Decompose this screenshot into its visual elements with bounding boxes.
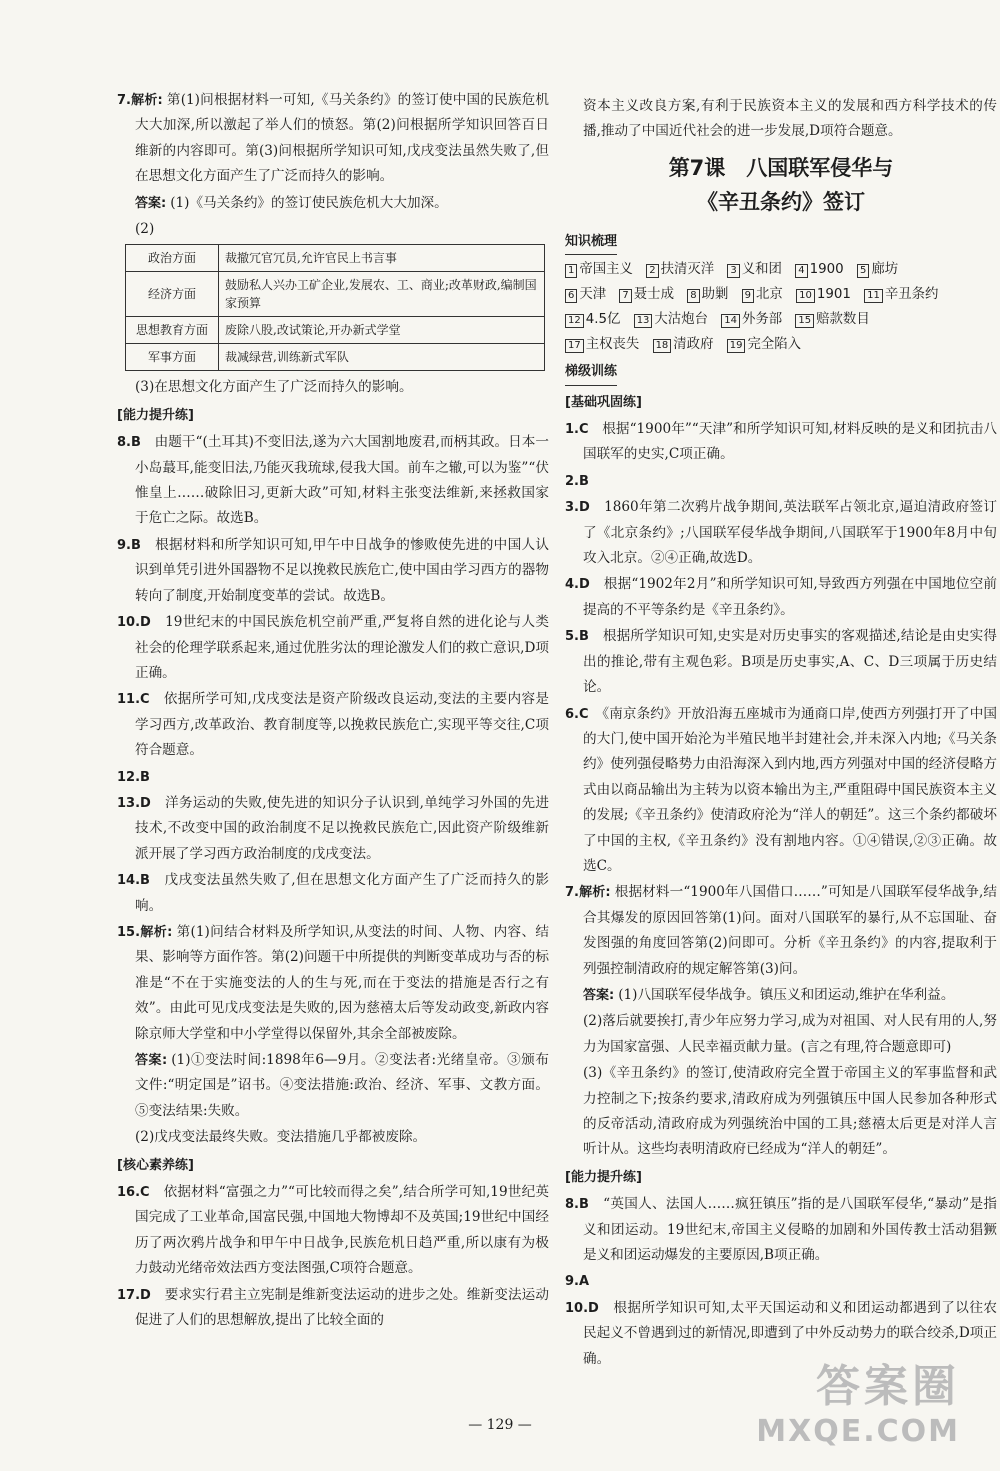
lesson-title: 第7课 八国联军侵华与 《辛丑条约》签订 (668, 155, 894, 214)
answer-7-answer-3: (3)《辛丑条约》的签订,使清政府完全置于帝国主义的军事监督和武力控制之下;按条约要求,清政府成为列强镇压中国人民参加各种形式的反帝活动,清政府成为列强统治中国的工具;慈禧太后更是对洋人言听计从。这些均表明清政府已经成为“洋人的朝廷”。 (583, 1065, 997, 1158)
question-12: 12.B (117, 769, 150, 785)
answer-7-answer-2: (2)落后就要挨打,青少年应努力学习,成为对祖国、对人民有用的人,努力为国家富强、人民幸福贡献力量。(言之有理,符合题意即可) (583, 1013, 997, 1055)
knowledge-item: 9 北京 (742, 287, 783, 302)
knowledge-item: 3 义和团 (727, 262, 782, 277)
question-7-answer-2-label: (2) (135, 221, 155, 238)
knowledge-item: 17 主权丧失 (565, 337, 639, 352)
left-column (117, 88, 549, 1334)
knowledge-grid (565, 257, 997, 357)
right-column (565, 94, 997, 1373)
knowledge-item: 15 赔款数目 (795, 312, 869, 327)
answer-10: 10.D 根据所学知识可知,太平天国运动和义和团运动都遇到了以往农民起义不曾遇到过的新情况,即遭到了中外反动势力的联合绞杀,D项正确。 (565, 1299, 998, 1367)
question-16: 16.C 依据材料“富强之力”“可比较而得之矣”,结合所学可知,19世纪英国完成了工业革命,国富民强,中国地大物博却不及英国;19世纪中国经历了两次鸦片战争和甲午中日战争,民族危机日趋严重,所以康有为极力鼓动光绪帝效法西方变法图强,C项符合题意。 (117, 1184, 549, 1277)
table-row: 军事方面 裁减绿营,训练新式军队 (126, 344, 545, 371)
question-10: 10.D 19世纪末的中国民族危机空前严重,严复将自然的进化论与人类社会的伦理学联系起来,通过优胜劣汰的理论激发人们的救亡意识,D项正确。 (117, 614, 549, 681)
page-number: — 129 — (468, 1417, 532, 1433)
question-7-analysis: 7.解析: 第(1)问根据材料一可知,《马关条约》的签订使中国的民族危机大大加深,所以激起了举人们的愤怒。第(2)问根据所学知识回答百日维新的内容即可。第(3)问根据所学知识可知,戊戌变法虽然失败了,但在思想文化方面产生了广泛而持久的影响。 (117, 92, 549, 185)
question-7-answer-3: (3)在思想文化方面产生了广泛而持久的影响。 (135, 379, 413, 396)
knowledge-item: 10 1901 (796, 287, 851, 302)
section-ladder: 梯级训练 (565, 359, 617, 385)
question-15-answer-2: (2)戊戌变法最终失败。变法措施几乎都被废除。 (135, 1129, 427, 1146)
question-13: 13.D 洋务运动的失败,使先进的知识分子认识到,单纯学习外国的先进技术,不改变中国的政治制度不足以挽救民族危亡,因此资产阶级维新派开展了学习西方政治制度的戊戌变法。 (117, 794, 549, 862)
knowledge-item: 1 帝国主义 (565, 262, 633, 277)
section-ability: [能力提升练] (117, 407, 194, 423)
table-row: 经济方面 鼓励私人兴办工矿企业,发展农、工、商业;改革财政,编制国家预算 (126, 272, 545, 317)
knowledge-item: 6 天津 (565, 287, 606, 302)
knowledge-item: 7 聂士成 (619, 287, 674, 302)
knowledge-item: 8 助剿 (687, 287, 728, 302)
answer-1: 1.C 根据“1900年”“天津”和所学知识可知,材料反映的是义和团抗击八国联军的史实,C项正确。 (565, 421, 998, 463)
table-row: 思想教育方面 废除八股,改试策论,开办新式学堂 (126, 317, 545, 344)
question-9: 9.B 根据材料和所学知识可知,甲午中日战争的惨败使先进的中国人认识到单凭引进外国器物不足以挽救民族危亡,使中国由学习西方的器物转向了制度,开始制度变革的尝试。故选B。 (117, 536, 549, 604)
table-row: 政治方面 裁撤冗官冗员,允许官民上书言事 (126, 245, 545, 272)
knowledge-item: 14 外务部 (721, 312, 782, 327)
answer-7-answer-1: 答案: (1)八国联军侵华战争。镇压义和团运动,维护在华利益。 (583, 986, 955, 1003)
answer-5: 5.B 根据所学知识可知,史实是对历史事实的客观描述,结论是由史实得出的推论,带有主观色彩。B项是历史事实,A、C、D三项属于历史结论。 (565, 628, 998, 696)
section-core: [核心素养练] (117, 1157, 194, 1173)
section-knowledge: 知识梳理 (565, 229, 617, 255)
knowledge-item: 12 4.5亿 (565, 312, 620, 327)
knowledge-item: 5 廊坊 (857, 262, 898, 277)
answer-4: 4.D 根据“1902年2月”和所学知识可知,导致西方列强在中国地位空前提高的不平等条约是《辛丑条约》。 (565, 576, 998, 618)
answer-7-analysis: 7.解析: 根据材料一“1900年八国借口……”可知是八国联军侵华战争,结合其爆发的原因回答第(1)问。面对八国联军的暴行,从不忘国耻、奋发图强的角度回答第(2)问即可。分析《辛丑条约》的内容,提取利于列强控制清政府的规定解答第(3)问。 (565, 884, 997, 977)
section-ability-right: [能力提升练] (565, 1169, 642, 1185)
question-15-analysis: 15.解析: 第(1)问结合材料及所学知识,从变法的时间、人物、内容、结果、影响等方面作答。第(2)问题干中所提供的判断变革成功与否的标准是“不在于实施变法的人的生与死,而在于变法的措施是否行之有效”。由此可见戊戌变法是失败的,因为慈禧太后等发动政变,新政内容除京师大学堂和中小学堂得以保留外,其余全部被废除。 (117, 923, 549, 1042)
knowledge-item: 11 辛丑条约 (864, 287, 938, 302)
answer-6: 6.C 《南京条约》开放沿海五座城市为通商口岸,使西方列强打开了中国的大门,使中国开始沦为半殖民地半封建社会,并未深入内地;《马关条约》使列强侵略势力由沿海深入到内地,西方列强对中国的经济侵略方式由以商品输出为主转为以资本输出为主,严重阻碍中国民族资本主义的发展;《辛丑条约》使清政府沦为“洋人的朝廷”。这三个条约都破坏了中国的主权,《辛丑条约》没有割地内容。①④错误,②③正确。故选C。 (565, 705, 997, 874)
reform-table (125, 244, 545, 371)
question-14: 14.B 戊戌变法虽然失败了,但在思想文化方面产生了广泛而持久的影响。 (117, 872, 550, 914)
question-17-continued: 资本主义改良方案,有利于民族资本主义的发展和西方科学技术的传播,推动了中国近代社会的进一步发展,D项符合题意。 (583, 98, 997, 140)
knowledge-item: 19 完全陷入 (727, 337, 801, 352)
knowledge-item: 2 扶清灭洋 (646, 262, 714, 277)
question-15-answer-1: 答案: (1)①变法时间:1898年6—9月。②变法者:光绪皇帝。③颁布文件:“明定国是”诏书。④变法措施:政治、经济、军事、文教方面。⑤变法结果:失败。 (135, 1052, 549, 1119)
question-17: 17.D 要求实行君主立宪制是维新变法运动的进步之处。维新变法运动促进了人们的思想解放,提出了比较全面的 (117, 1286, 550, 1329)
knowledge-item: 13 大沽炮台 (634, 312, 708, 327)
answer-2: 2.B (565, 473, 589, 489)
section-basic: [基础巩固练] (565, 394, 642, 410)
knowledge-item: 18 清政府 (653, 337, 714, 352)
question-11: 11.C 依据所学可知,戊戌变法是资产阶级改良运动,变法的主要内容是学习西方,改革政治、教育制度等,以挽救民族危亡,实现平等交往,C项符合题意。 (117, 691, 550, 759)
question-7-answer-1: 答案: (1)《马关条约》的签订使民族危机大大加深。 (135, 194, 448, 211)
question-8: 8.B 由题干“(土耳其)不变旧法,遂为六大国割地废君,而柄其政。日本一小岛蕞耳,能变旧法,乃能灭我琉球,侵我大国。前车之辙,可以为鉴”“伏惟皇上……破除旧习,更新大政”可知,材料主张变法维新,来拯救国家于危亡之际。故选B。 (117, 434, 550, 527)
watermark-logo: 答案圈 MXQE.COM (756, 1361, 960, 1449)
answer-8: 8.B “英国人、法国人……疯狂镇压”指的是八国联军侵华,“暴动”是指义和团运动。19世纪末,帝国主义侵略的加剧和外国传教士活动猖獗是义和团运动爆发的主要原因,B项正确。 (565, 1196, 998, 1264)
answer-3: 3.D 1860年第二次鸦片战争期间,英法联军占领北京,逼迫清政府签订了《北京条约》;八国联军侵华战争期间,八国联军于1900年8月中旬攻入北京。②④正确,故选D。 (565, 499, 997, 567)
knowledge-item: 4 1900 (795, 262, 843, 277)
answer-9: 9.A (565, 1274, 590, 1290)
